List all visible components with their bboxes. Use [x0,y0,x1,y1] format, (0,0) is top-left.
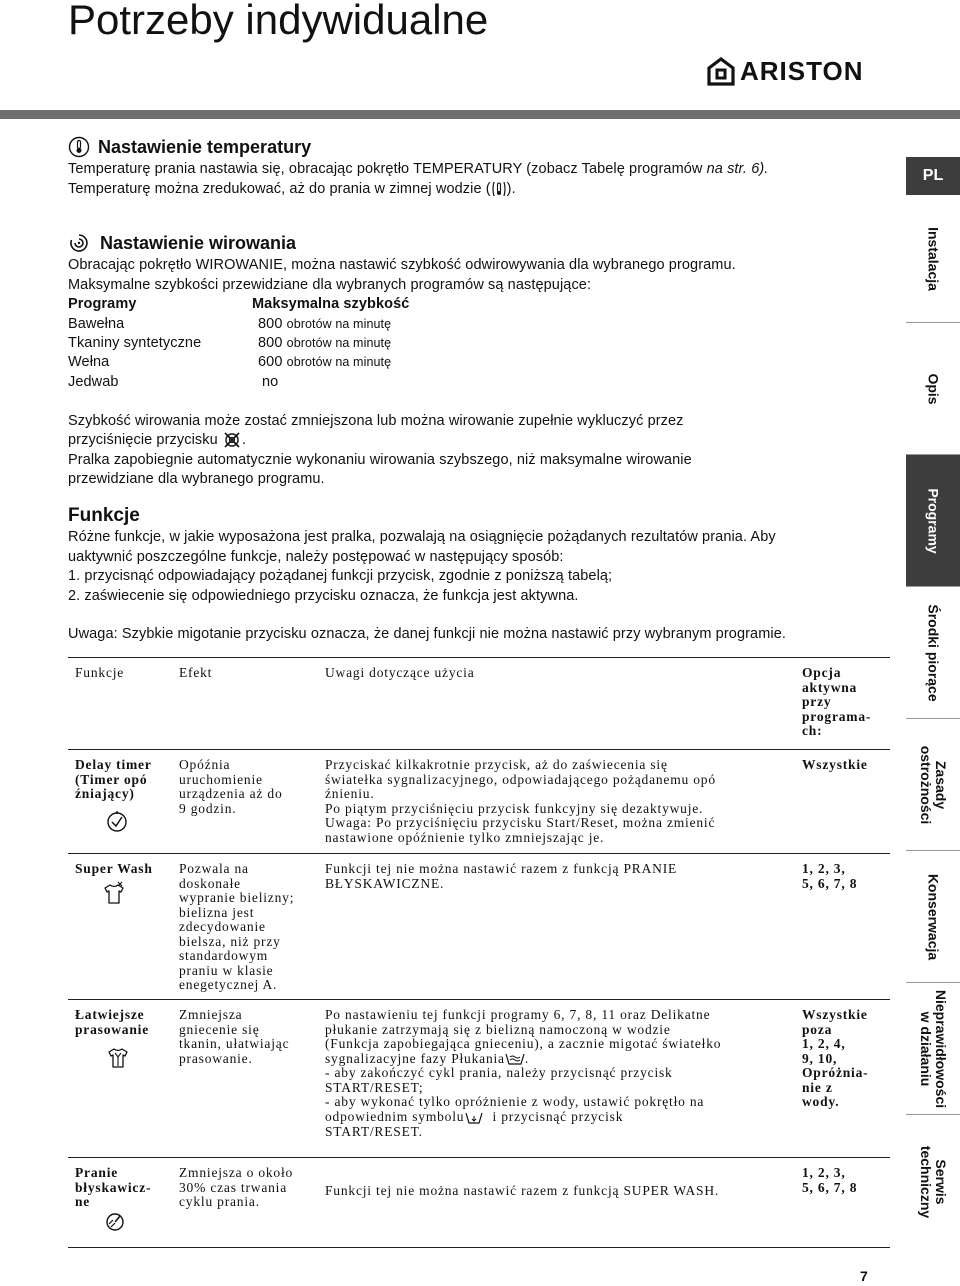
tab-srodki-pioracy[interactable] [906,587,960,719]
quick-wash-icon [103,1210,129,1232]
spin-note-4: przewidziane dla wybranego programu. [68,471,325,487]
tab-label: Programy [925,487,942,554]
function-notes: Przyciskać kilkakrotnie przycisk, aż do zaświecenia się światełka sygnalizacyjnego, odpowiadającego pożądanemu opó źnieniu. Po piątym przyciśnięciu przycisk funkcyjny się dezaktywuje. Uwaga: Po przyciśnięciu przycisku Start/Reset, można zmienić nastawione opóźnienie tylko zmniejszając je. [318,750,795,854]
header-option: Opcja aktywna przy programa- ch: [795,658,890,750]
super-wash-icon [101,881,127,907]
temperature-line-1 [68,160,768,180]
tab-serwis-techniczny[interactable] [906,1115,960,1249]
function-effect: Zmniejsza gniecenie się tkanin, ułatwiając prasowanie. [172,1000,318,1158]
function-effect: Pozwala na doskonałe wypranie bielizny; bielizna jest zdecydowanie bielsza, niż przy standardowym praniu w klasie enegetycznej A. [172,854,318,1000]
spin-row-program: Bawełna [68,316,125,332]
timer-icon [105,810,129,834]
brand-name: ARISTON [740,55,864,86]
temperature-line-1-text: Temperaturę prania nastawia się, obracając pokrętło TEMPERATURY (zobacz Tabelę programów [68,161,707,177]
page-number: 7 [860,1268,868,1284]
header-rule [0,110,960,119]
function-option: 1, 2, 3, 5, 6, 7, 8 [795,854,890,1000]
language-tab[interactable]: PL [906,157,960,195]
speed-unit: obrotów na minutę [286,336,392,350]
spin-heading-text: Nastawienie wirowania [100,233,297,253]
spin-note-2-end: . [241,432,247,448]
function-name-cell [68,750,172,854]
temperature-line-2 [68,180,516,200]
no-spin-icon [222,431,242,449]
function-option: Wszystkie [795,750,890,854]
spin-note-3: Pralka zapobiegnie automatycznie wykonaniu wirowania szybszego, niż maksymalne wirowanie [68,452,692,468]
tab-instalacja[interactable] [906,195,960,323]
temperature-heading-text: Nastawienie temperatury [98,137,312,157]
spin-heading [68,233,296,254]
function-notes [318,1000,795,1158]
drain-icon [464,1111,488,1125]
tab-label: Zasady ostrożności [918,745,949,824]
speed-value: 600 [258,354,283,370]
tab-zasady-ostroznosci[interactable] [906,719,960,851]
speed-unit: obrotów na minutę [286,317,392,331]
function-notes-part: i przycisnąć przycisk START/RESET. [325,1108,624,1139]
function-notes: Funkcji tej nie można nastawić razem z funkcją SUPER WASH. [318,1158,795,1248]
spin-note-2-text: przyciśnięcie przycisku [68,432,222,448]
speed-value: 800 [258,335,283,351]
speed-value: 800 [258,316,283,332]
function-name: Super Wash [75,861,153,876]
function-notes: Funkcji tej nie można nastawić razem z funkcją PRANIE BŁYSKAWICZNE. [318,854,795,1000]
tab-label: Serwis techniczny [918,1145,949,1219]
thermometer-icon [68,136,90,158]
spin-note-2 [68,431,246,451]
spin-line-1: Obracając pokrętło WIROWANIE, można nastawić szybkość odwirowywania dla wybranego programu. [68,257,736,273]
spin-line-2: Maksymalne szybkości przewidziane dla wybranych programów są następujące: [68,277,592,293]
header-notes: Uwagi dotyczące użycia [318,658,795,750]
function-name-cell [68,1000,172,1158]
tab-label: Nieprawidłowości w działaniu [918,989,949,1108]
spin-row-speed [258,353,391,373]
functions-heading: Funkcje [68,505,140,526]
spin-row-speed [258,334,391,354]
function-effect: Zmniejsza o około 30% czas trwania cyklu prania. [172,1158,318,1248]
spin-row-program: Jedwab [68,374,119,390]
spin-col-programs: Programy [68,296,137,312]
table-header-row [68,658,890,750]
tab-label: Opis [925,372,942,405]
header-effect: Efekt [172,658,318,750]
functions-note: Uwaga: Szybkie migotanie przycisku oznacza, że danej funkcji nie można nastawić przy wybranym programie. [68,626,786,642]
spin-row-speed [262,373,278,393]
page-reference: na str. 6). [706,161,769,177]
section-sidebar [906,119,960,1249]
function-name-cell [68,1158,172,1248]
functions-p1: Różne funkcje, w jakie wyposażona jest pralka, pozwalają na osiągnięcie pożądanych rezultatów prania. Aby [68,529,776,545]
function-notes-part: Po nastawieniu tej funkcji programy 6, 7, 8, 11 oraz Delikatne płukanie zatrzymają się z bielizną namoczoną w wodzie (Funkcja zapobiegająca gnieceniu), a zacznie migotać światełko sygnalizacyjne fazy Płukania [325,1007,722,1066]
function-option: 1, 2, 3, 5, 6, 7, 8 [795,1158,890,1248]
cold-water-icon [491,180,507,198]
function-option: Wszystkie poza 1, 2, 4, 9, 10, Opróżnia- nie z wody. [795,1000,890,1158]
brand-logo [706,54,864,88]
house-logo-icon [706,56,736,86]
table-row [68,1158,890,1248]
function-name: Delay timer (Timer opó źniający) [75,757,152,801]
temperature-line-2-text: Temperaturę można zredukować, aż do prania w zimnej wodzie ( [68,181,491,197]
rinse-icon [505,1052,525,1066]
tab-opis[interactable] [906,323,960,455]
speed-value: no [262,374,279,390]
table-row [68,750,890,854]
functions-table [68,657,890,1248]
tab-konserwacja[interactable] [906,851,960,983]
spin-row-speed [258,315,391,335]
tab-label: Środki piorące [925,603,942,702]
temperature-line-2-end: ). [506,181,516,197]
spin-note-1: Szybkość wirowania może zostać zmniejszona lub można wirowanie zupełnie wykluczyć przez [68,413,684,429]
tab-label: Instalacja [925,226,942,291]
tab-programy[interactable] [906,455,960,587]
function-name-cell [68,854,172,1000]
function-notes-part: . - aby zakończyć cykl prania, należy przycisnąć przycisk START/RESET; - aby wykonać tylko opróżnienie z wody, ustawić pokrętło na odpowiednim symbolu [325,1050,705,1124]
page-title: Potrzeby indywidualne [68,0,489,43]
functions-p2: uaktywnić poszczególne funkcje, należy postępować w następujący sposób: [68,549,564,565]
tab-label: Konserwacja [925,873,942,960]
speed-unit: obrotów na minutę [286,355,392,369]
spin-row-program: Wełna [68,354,110,370]
easy-iron-icon [105,1045,131,1071]
function-effect: Opóźnia uruchomienie urządzenia aż do 9 godzin. [172,750,318,854]
spin-col-max: Maksymalna szybkość [252,296,410,312]
temperature-heading [68,137,311,158]
function-name: Łatwiejsze prasowanie [75,1007,150,1037]
functions-step-1: 1. przycisnąć odpowiadający pożądanej funkcji przycisk, zgodnie z poniższą tabelą; [68,568,613,584]
functions-step-2: 2. zaświecenie się odpowiedniego przycisku oznacza, że funkcja jest aktywna. [68,588,579,604]
header-functions: Funkcje [68,658,172,750]
spin-icon [68,232,90,254]
spin-row-program: Tkaniny syntetyczne [68,335,202,351]
function-name: Pranie błyskawicz- ne [75,1165,152,1209]
table-row [68,854,890,1000]
tab-nieprawidlowosci[interactable] [906,983,960,1115]
table-row [68,1000,890,1158]
